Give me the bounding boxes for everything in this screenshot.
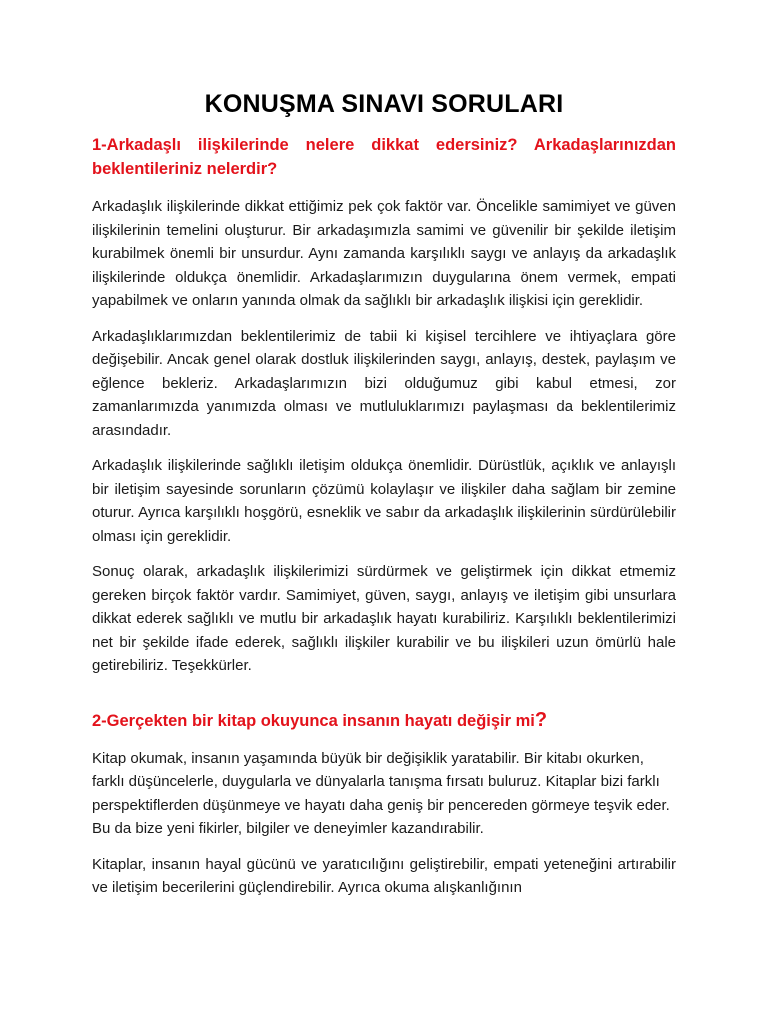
answer-1-paragraph-1: Arkadaşlık ilişkilerinde dikkat ettiğimiz pek çok faktör var. Öncelikle samimiyet ve güven ilişkilerinin temelini oluşturur. Bir arkadaşımızla samimi ve güvenilir bir şekilde iletişim kurabilmek önemli bir unsurdur. Aynı zamanda karşılıklı saygı ve anlayış da arkadaşlık ilişkilerinde oldukça önemlidir. Arkadaşlarımızın duygularına önem vermek, empati yapabilmek ve onların yanında olmak da sağlıklı bir arkadaşlık ilişkisi için gereklidir. bbox=[92, 198, 676, 309]
question-2-text: 2-Gerçekten bir kitap okuyunca insanın hayatı değişir mi bbox=[92, 711, 535, 730]
answer-1-paragraph-4: Sonuç olarak, arkadaşlık ilişkilerimizi sürdürmek ve geliştirmek için dikkat etmemiz gereken birçok faktör vardır. Samimiyet, güven, saygı, anlayış ve iletişim gibi unsurlara dikkat ederek sağlıklı ve mutlu bir arkadaşlık hayatı kurabiliriz. Karşılıklı beklentilerimizi net bir şekilde ifade ederek, sağlıklı ilişkiler kurabilir ve bu ilişkileri uzun ömürlü hale getirebiliriz. Teşekkürler. bbox=[92, 563, 676, 674]
answer-2-paragraph-1: Kitap okumak, insanın yaşamında büyük bir değişiklik yaratabilir. Bir kitabı okurken, farklı düşüncelerle, duygularla ve dünyalarla tanışma fırsatı buluruz. Kitaplar bizi farklı perspektiflerden düşünmeye ve hayatı daha geniş bir pencereden görmeye teşvik eder. Bu da bize yeni fikirler, bilgiler ve deneyimler kazandırabilir. bbox=[92, 749, 670, 837]
answer-2-paragraph-2: Kitaplar, insanın hayal gücünü ve yaratıcılığını geliştirebilir, empati yeteneğini artırabilir ve iletişim becerilerini güçlendirebilir. Ayrıca okuma alışkanlığının bbox=[92, 855, 676, 896]
question-2 bbox=[92, 708, 676, 733]
answer-1-paragraph-3: Arkadaşlık ilişkilerinde sağlıklı iletişim oldukça önemlidir. Dürüstlük, açıklık ve anlayışlı bir iletişim sayesinde sorunların çözümü kolaylaşır ve ilişkiler daha sağlam bir zemine oturur. Ayrıca karşılıklı hoşgörü, esneklik ve sabır da arkadaşlık ilişkilerinin sürdürülebilir olması için gereklidir. bbox=[92, 457, 676, 545]
question-2-mark: ? bbox=[534, 708, 548, 731]
answer-1-paragraph-2: Arkadaşlıklarımızdan beklentilerimiz de tabii ki kişisel tercihlere ve ihtiyaçlara göre değişebilir. Ancak genel olarak dostluk ilişkilerinden saygı, anlayış, destek, paylaşım ve eğlence bekleriz. Arkadaşlarımızın bizi olduğumuz gibi kabul etmesi, zor zamanlarımızda yanımızda olması ve mutluluklarımızı paylaşması da beklentilerimiz arasındadır. bbox=[92, 327, 676, 439]
question-1: 1-Arkadaşlı ilişkilerinde nelere dikkat edersiniz? Arkadaşlarınızdan beklentileriniz nelerdir? bbox=[92, 136, 676, 178]
page-title: KONUŞMA SINAVI SORULARI bbox=[204, 90, 564, 118]
